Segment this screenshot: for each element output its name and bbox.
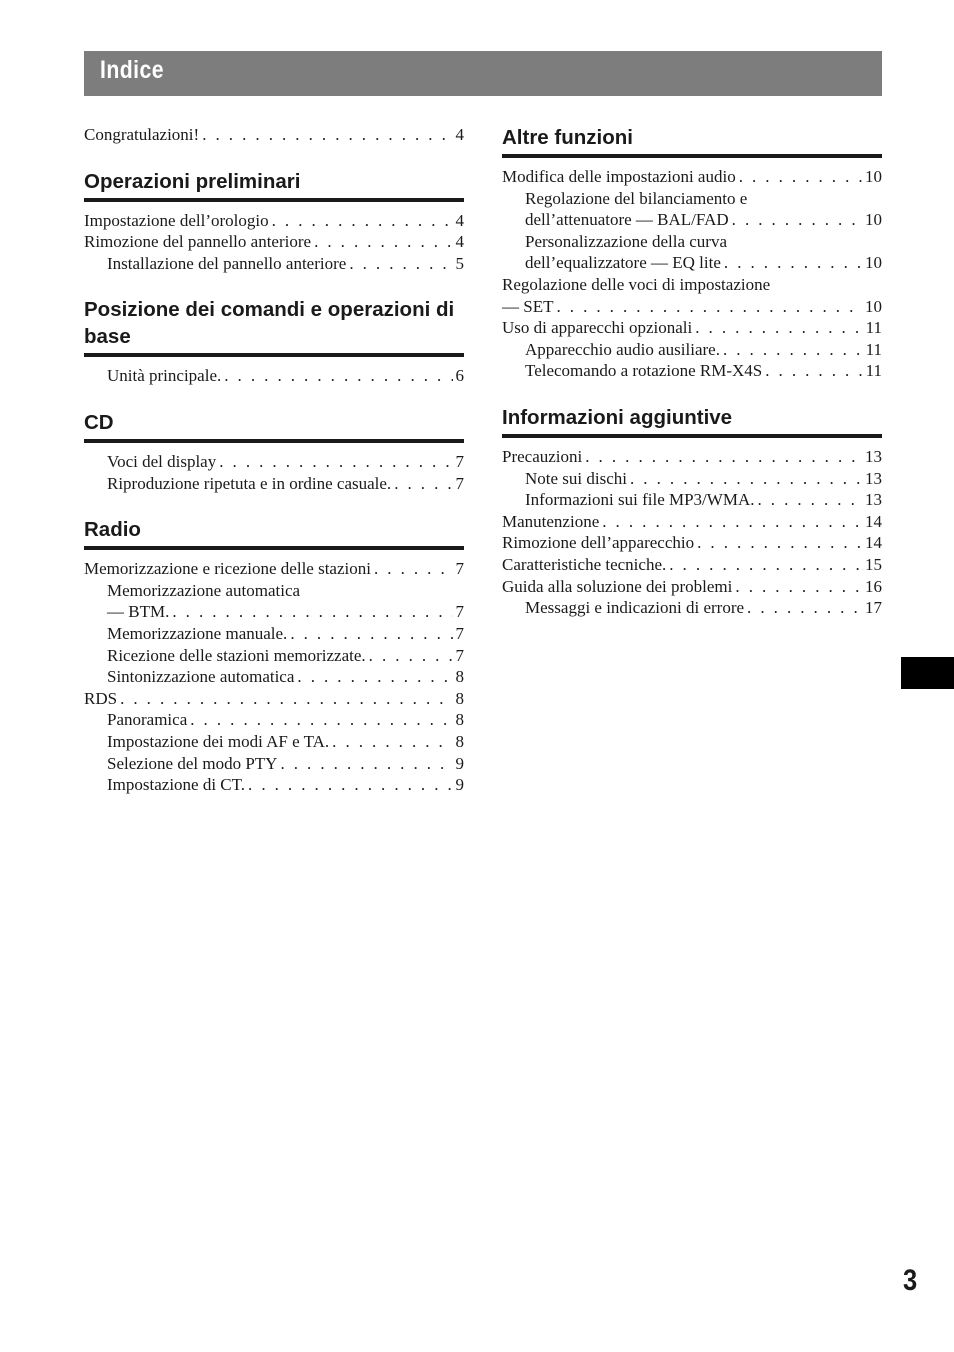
dot-leader — [757, 489, 862, 511]
toc-entry-label: Guida alla soluzione dei problemi — [502, 576, 733, 596]
toc-section — [84, 168, 464, 275]
toc-entry[interactable] — [84, 451, 464, 473]
toc-entry[interactable] — [84, 365, 464, 387]
dot-leader — [297, 666, 452, 688]
toc-entry-label: dell’equalizzatore — EQ lite — [525, 253, 721, 273]
toc-entry-label: Sintonizzazione automatica — [107, 667, 295, 687]
toc-entry[interactable] — [502, 532, 882, 554]
toc-section — [84, 296, 464, 387]
toc-entry[interactable] — [84, 210, 464, 232]
dot-leader — [280, 753, 452, 775]
toc-entry-label: Riproduzione ripetuta e in ordine casuale. — [107, 473, 392, 493]
toc-entry-label: Installazione del pannello anteriore — [107, 253, 347, 273]
dot-leader — [735, 576, 862, 598]
section-heading: Radio — [84, 516, 464, 550]
toc-entry-page: 7 — [455, 451, 464, 471]
toc-entry-page: 10 — [865, 167, 882, 186]
title-bar — [84, 51, 882, 96]
dot-leader — [172, 601, 452, 623]
toc-entry-label: Telecomando a rotazione RM-X4S — [525, 361, 763, 381]
toc-entry-label: Congratulazioni! — [84, 125, 200, 144]
toc-entry[interactable] — [84, 645, 464, 667]
toc-entry[interactable] — [502, 209, 882, 231]
toc-entry-page: 16 — [865, 576, 882, 596]
toc-entry[interactable] — [502, 576, 882, 598]
dot-leader — [202, 124, 452, 146]
toc-entry[interactable] — [84, 558, 464, 580]
toc-entry[interactable] — [84, 231, 464, 253]
toc-entry-label: Manutenzione — [502, 511, 600, 531]
dot-leader — [556, 296, 862, 318]
toc-entry-label: Precauzioni — [502, 446, 583, 466]
toc-entry-label: Selezione del modo PTY — [107, 753, 278, 773]
toc-entry[interactable] — [84, 601, 464, 623]
toc-entry-page: 11 — [865, 361, 882, 381]
toc-entry-page: 8 — [455, 667, 464, 687]
toc-section — [84, 409, 464, 494]
toc-left-column — [84, 124, 464, 796]
toc-entry-label: — SET — [502, 296, 554, 316]
page-number: 3 — [903, 1264, 918, 1297]
dot-leader — [765, 360, 862, 382]
toc-entry-label: Messaggi e indicazioni di errore — [525, 598, 745, 618]
toc-entry-label: Impostazione di CT. — [107, 775, 246, 795]
toc-entry-page: 11 — [865, 318, 882, 338]
toc-entry-continued[interactable]: Regolazione delle voci di impostazione — [502, 274, 771, 294]
toc-entry[interactable] — [502, 296, 882, 318]
toc-entry-continued[interactable]: Regolazione del bilanciamento e — [525, 188, 748, 208]
toc-entry-label: dell’attenuatore — BAL/FAD — [525, 210, 729, 230]
toc-entry-page: 17 — [865, 598, 882, 618]
dot-leader — [394, 473, 452, 495]
toc-entry[interactable] — [84, 124, 464, 146]
toc-entry[interactable] — [84, 688, 464, 710]
toc-entry-label: — BTM. — [107, 602, 170, 622]
toc-entry[interactable] — [84, 253, 464, 275]
toc-entry[interactable] — [502, 317, 882, 339]
toc-entry-continued[interactable]: Memorizzazione automatica — [107, 580, 301, 600]
toc-entry-label: RDS — [84, 688, 118, 708]
toc-section — [502, 404, 882, 619]
section-heading: CD — [84, 409, 464, 443]
toc-section — [502, 124, 882, 382]
toc-entry[interactable] — [84, 666, 464, 688]
dot-leader — [290, 623, 452, 645]
toc-entry-page: 9 — [455, 775, 464, 795]
section-heading: Posizione dei comandi e operazioni di base — [84, 296, 464, 357]
toc-entry-label: Informazioni sui file MP3/WMA. — [525, 490, 755, 510]
toc-entry-page: 5 — [455, 253, 464, 273]
toc-entry[interactable] — [502, 339, 882, 361]
dot-leader — [332, 731, 452, 753]
toc-entry-page: 8 — [455, 710, 464, 730]
toc-entry-label: Modifica delle impostazioni audio — [502, 167, 736, 186]
section-heading: Informazioni aggiuntive — [502, 404, 882, 438]
toc-entry-label: Uso di apparecchi opzionali — [502, 318, 693, 338]
dot-leader — [630, 468, 862, 490]
page-title: Indice — [100, 56, 164, 84]
toc-entry[interactable] — [84, 731, 464, 753]
toc-entry[interactable] — [84, 709, 464, 731]
toc-entry-page: 9 — [455, 753, 464, 773]
dot-leader — [272, 210, 453, 232]
toc-entry-page: 11 — [865, 339, 882, 359]
toc-entry[interactable] — [502, 597, 882, 619]
toc-entry[interactable] — [84, 774, 464, 796]
toc-entry-label: Rimozione dell’apparecchio — [502, 533, 695, 553]
toc-entry[interactable] — [502, 489, 882, 511]
dot-leader — [585, 446, 862, 468]
toc-section — [84, 516, 464, 796]
toc-entry-label: Memorizzazione e ricezione delle stazioni — [84, 559, 371, 579]
dot-leader — [602, 511, 862, 533]
toc-entry[interactable] — [502, 511, 882, 533]
toc-entry-label: Rimozione del pannello anteriore — [84, 232, 312, 252]
dot-leader — [120, 688, 452, 710]
section-heading: Altre funzioni — [502, 124, 882, 158]
toc-entry-page: 7 — [455, 623, 464, 643]
toc-entry-page: 7 — [455, 602, 464, 622]
toc-entry-page: 8 — [455, 731, 464, 751]
dot-leader — [219, 451, 452, 473]
toc-entry[interactable] — [84, 623, 464, 645]
toc-entry-label: Panoramica — [107, 710, 188, 730]
dot-leader — [190, 709, 452, 731]
toc-entry-label: Impostazione dei modi AF e TA. — [107, 731, 330, 751]
toc-entry-label: Impostazione dell’orologio — [84, 210, 269, 230]
toc-entry-page: 7 — [455, 473, 464, 493]
dot-leader — [248, 774, 452, 796]
dot-leader — [669, 554, 862, 576]
dot-leader — [739, 166, 862, 188]
dot-leader — [374, 558, 453, 580]
toc-entry-page: 10 — [865, 296, 882, 316]
dot-leader — [697, 532, 862, 554]
toc-entry-page: 10 — [865, 210, 882, 230]
dot-leader — [314, 231, 452, 253]
toc-entry[interactable] — [502, 446, 882, 468]
toc-entry-page: 13 — [865, 490, 882, 510]
dot-leader — [732, 209, 862, 231]
toc-entry-page: 7 — [455, 559, 464, 579]
toc-entry-page: 14 — [865, 533, 882, 553]
language-tab-marker — [901, 657, 954, 689]
toc-right-column — [502, 124, 882, 619]
toc-entry[interactable] — [502, 468, 882, 490]
dot-leader — [224, 365, 452, 387]
toc-entry-page: 13 — [865, 468, 882, 488]
toc-entry[interactable] — [502, 166, 882, 188]
toc-entry-page: 4 — [455, 232, 464, 252]
toc-entry-label: Memorizzazione manuale. — [107, 623, 288, 643]
toc-entry[interactable] — [502, 554, 882, 576]
toc-entry-label: Voci del display — [107, 451, 217, 471]
toc-entry-page: 8 — [455, 688, 464, 708]
toc-entry-page: 4 — [455, 125, 464, 144]
toc-entry-continued[interactable]: Personalizzazione della curva — [525, 231, 728, 251]
toc-entry[interactable] — [84, 753, 464, 775]
dot-leader — [349, 253, 452, 275]
toc-entry[interactable] — [502, 360, 882, 382]
toc-entry-label: Apparecchio audio ausiliare. — [525, 339, 720, 359]
toc-entry-label: Ricezione delle stazioni memorizzate. — [107, 645, 366, 665]
toc-entry[interactable] — [502, 252, 882, 274]
toc-entry[interactable] — [84, 473, 464, 495]
dot-leader — [723, 339, 863, 361]
dot-leader — [695, 317, 862, 339]
toc-entry-label: Note sui dischi — [525, 468, 627, 488]
toc-entry-page: 10 — [865, 253, 882, 273]
dot-leader — [724, 252, 862, 274]
toc-entry-page: 14 — [865, 511, 882, 531]
toc-entry-page: 6 — [455, 366, 464, 386]
dot-leader — [747, 597, 862, 619]
toc-entry-page: 15 — [865, 554, 882, 574]
dot-leader — [369, 645, 453, 667]
toc-entry-page: 13 — [865, 446, 882, 466]
section-heading: Operazioni preliminari — [84, 168, 464, 202]
toc-entry-page: 7 — [455, 645, 464, 665]
toc-entry-page: 4 — [455, 210, 464, 230]
toc-entry-label: Unità principale. — [107, 366, 222, 386]
toc-entry-label: Caratteristiche tecniche. — [502, 554, 667, 574]
